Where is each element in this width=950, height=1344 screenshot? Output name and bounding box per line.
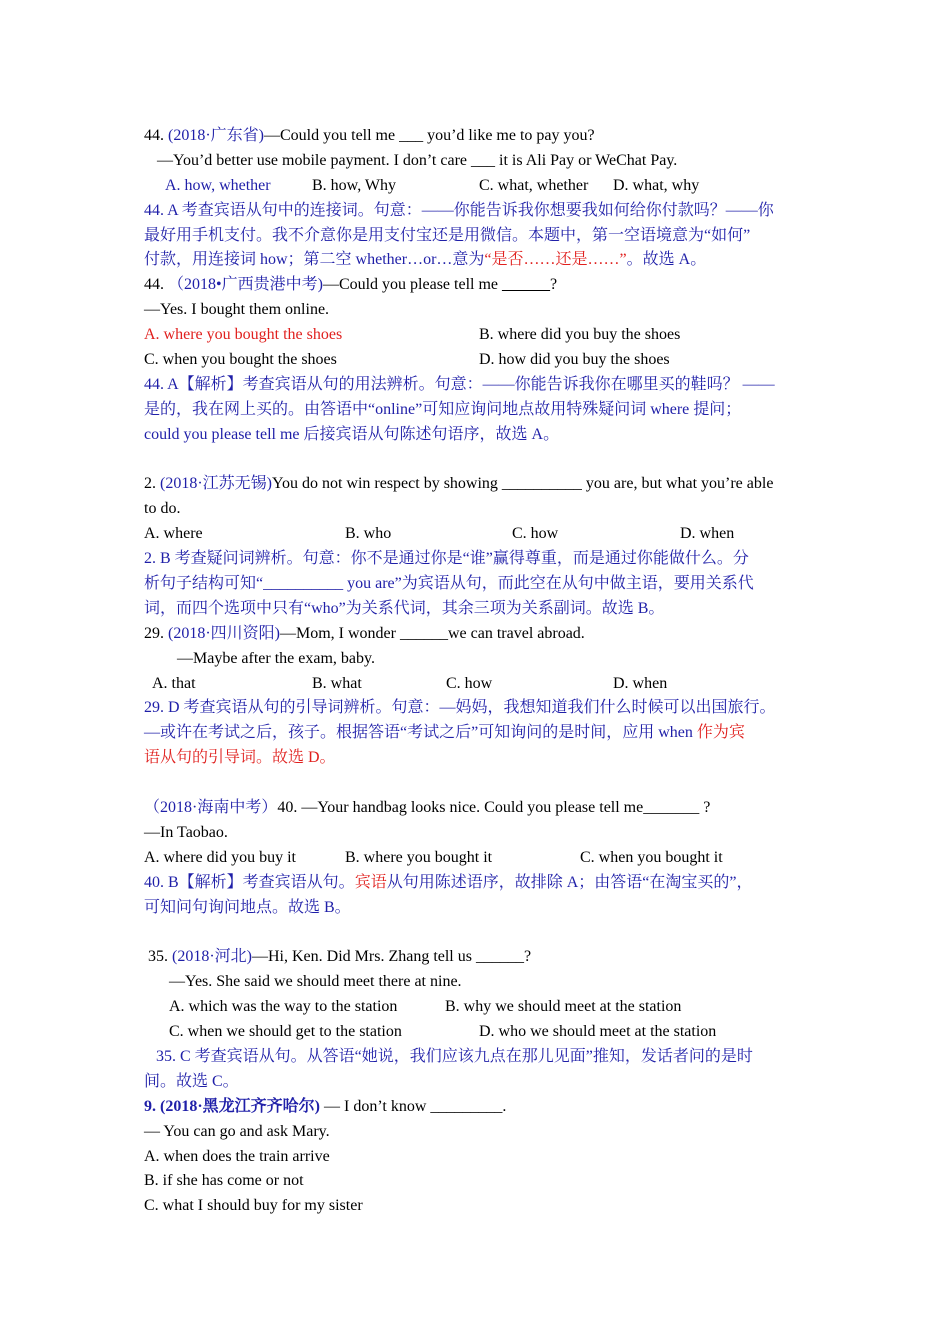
option-b[interactable]: B. where did you buy the shoes [479, 326, 681, 344]
question-35-response: —Yes. She said we should meet there at nine. [169, 973, 462, 991]
answer-explanation-line: could you please tell me 后接宾语从句陈述句语序，故选 A。 [144, 425, 560, 443]
question-source: （2018•广西贵港中考) [168, 276, 323, 294]
option-c[interactable]: C. when you bought it [580, 848, 723, 866]
answer-explanation-line: 40. B【解析】考查宾语从句。宾语从句用陈述语序，故排除 A；由答语“在淘宝买的”， [144, 873, 753, 891]
option-d[interactable]: D. who we should meet at the station [479, 1023, 717, 1041]
question-40-options [144, 846, 808, 871]
question-source: (2018·黑龙江齐齐哈尔) [160, 1097, 320, 1115]
question-40-response: —In Taobao. [144, 823, 228, 841]
answer-explanation-line: 付款，用连接词 how；第二空 whether…or…意为“是否……还是……”。故选 A。 [144, 251, 707, 269]
answer-explanation-line: 是的，我在网上买的。由答语中“online”可知应询问地点故用特殊疑问词 where 提问； [144, 400, 742, 418]
question-44-guangdong-response: —You’d better use mobile payment. I don’t care ___ it is Ali Pay or WeChat Pay. [157, 151, 678, 169]
question-29-response: —Maybe after the exam, baby. [177, 649, 375, 667]
option-d[interactable]: D. what, why [613, 176, 700, 194]
question-source: （2018·海南中考） [144, 799, 278, 817]
answer-explanation-line: 44. A【解析】考查宾语从句的用法辨析。句意：——你能告诉我你在哪里买的鞋吗？ —— [144, 375, 775, 393]
option-c[interactable]: C. what I should buy for my sister [144, 1197, 363, 1215]
answer-explanation-line: 29. D 考查宾语从句的引导词辨析。句意：—妈妈，我想知道我们什么时候可以出国旅行。 [144, 699, 776, 717]
option-a[interactable]: A. where you bought the shoes [144, 326, 343, 344]
answer-explanation-line: 最好用手机支付。我不介意你是用支付宝还是用微信。本题中，第一空语境意为“如何” [144, 226, 751, 244]
question-source: (2018·广东省) [168, 127, 264, 144]
question-9-stem: 9. (2018·黑龙江齐齐哈尔) — I don’t know _________. [144, 1097, 507, 1115]
question-40-stem: （2018·海南中考）40. —Your handbag looks nice. Could you please tell me_______ ? [144, 799, 711, 817]
option-a[interactable]: A. when does the train arrive [144, 1147, 330, 1165]
answer-explanation-line: 词，而四个选项中只有“who”为关系代词，其余三项为关系副词。故选 B。 [144, 599, 665, 617]
question-9-response: — You can go and ask Mary. [144, 1122, 330, 1140]
question-source: (2018·江苏无锡) [160, 475, 272, 493]
option-b[interactable]: B. where you bought it [345, 848, 493, 866]
option-b[interactable]: B. who [345, 525, 392, 543]
answer-explanation-line: —或许在考试之后，孩子。根据答语“考试之后”可知询问的是时间，应用 when 作为宾 [144, 724, 745, 742]
question-2-options [144, 522, 808, 547]
option-a[interactable]: A. where [144, 525, 203, 543]
option-a[interactable]: A. how, whether [165, 176, 271, 194]
question-35-options-cd [144, 1020, 808, 1045]
question-44-guangdong-options [144, 174, 808, 199]
option-c[interactable]: C. how [512, 525, 559, 543]
answer-explanation-line: 语从句的引导词。故选 D。 [144, 749, 336, 767]
answer-explanation-line: 间。故选 C。 [144, 1072, 239, 1090]
question-source: (2018·河北) [172, 948, 252, 966]
question-2-stem: 2. (2018·江苏无锡)You do not win respect by showing __________ you are, but what you’re able [144, 475, 774, 493]
option-c[interactable]: C. what, whether [479, 176, 589, 194]
spacer [144, 771, 808, 796]
answer-explanation-line: 析句子结构可知“__________ you are”为宾语从句，而此空在从句中做主语，要用关系代 [144, 575, 754, 593]
option-c[interactable]: C. when we should get to the station [169, 1023, 402, 1041]
option-b[interactable]: B. what [312, 674, 362, 692]
option-a[interactable]: A. where did you buy it [144, 848, 296, 866]
question-44-guigang-options-ab [144, 323, 808, 348]
question-29-stem: 29. (2018·四川资阳)—Mom, I wonder ______we can travel abroad. [144, 624, 585, 642]
option-b[interactable]: B. why we should meet at the station [445, 998, 682, 1016]
answer-explanation-line: 35. C 考查宾语从句。从答语“她说，我们应该九点在那儿见面”推知，发话者问的是时 [156, 1047, 753, 1065]
option-c[interactable]: C. how [446, 674, 493, 692]
option-d[interactable]: D. when [680, 525, 735, 543]
question-source: (2018·四川资阳) [168, 624, 280, 642]
question-35-options-ab [144, 995, 808, 1020]
question-35-stem: 35. (2018·河北)—Hi, Ken. Did Mrs. Zhang tell us ______? [148, 948, 532, 966]
question-29-options [144, 672, 808, 697]
spacer [144, 448, 808, 473]
option-c[interactable]: C. when you bought the shoes [144, 351, 337, 369]
option-b[interactable]: B. how, Why [312, 176, 396, 194]
answer-explanation-line: 可知问句询问地点。故选 B。 [144, 898, 351, 916]
option-b[interactable]: B. if she has come or not [144, 1172, 304, 1190]
option-a[interactable]: A. that [152, 674, 196, 692]
question-44-guangdong-stem: 44. (2018·广东省)—Could you tell me ___ you’d like me to pay you? [144, 127, 595, 144]
question-44-guigang-options-cd [144, 348, 808, 373]
option-d[interactable]: D. how did you buy the shoes [479, 351, 670, 369]
option-d[interactable]: D. when [613, 674, 668, 692]
question-44-guigang-stem: 44. （2018•广西贵港中考)—Could you please tell me ______? [144, 276, 558, 294]
question-list [144, 124, 808, 1219]
option-a[interactable]: A. which was the way to the station [169, 998, 398, 1016]
question-2-stem-cont: to do. [144, 500, 181, 518]
question-44-guigang-response: —Yes. I bought them online. [144, 301, 330, 319]
spacer [144, 921, 808, 946]
answer-explanation-line: 44. A 考查宾语从句中的连接词。句意：——你能告诉我你想要我如何给你付款吗？——你 [144, 201, 774, 219]
answer-explanation-line: 2. B 考查疑问词辨析。句意：你不是通过你是“谁”赢得尊重，而是通过你能做什么。分 [144, 550, 749, 568]
